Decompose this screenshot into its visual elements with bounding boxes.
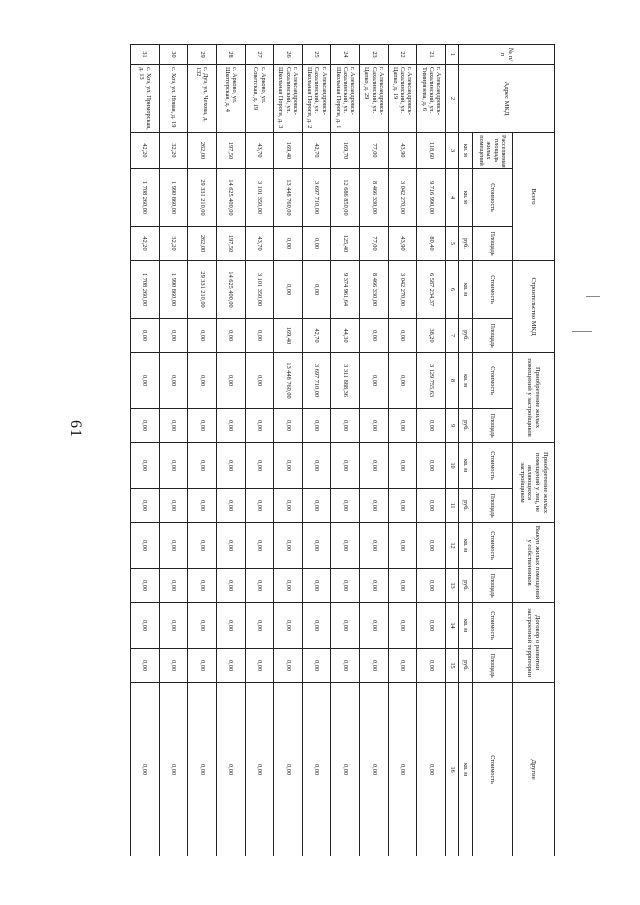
- header-purchase-non-developers: Приобретение жилых помещений у лиц, не являющихся застройщиком: [513, 443, 555, 523]
- value-cell: 29 331 210,00: [188, 261, 217, 319]
- unit-cell: кв. м: [459, 261, 473, 319]
- value-cell: 262,00: [188, 227, 217, 261]
- value-cell: 3 101 350,00: [245, 261, 274, 319]
- value-cell: 0,00: [388, 319, 417, 353]
- value-cell: 0,00: [360, 603, 389, 649]
- address-cell: г. Александровск-Сахалинский, ул. Школьная Пороги, д. 3: [274, 65, 303, 133]
- column-number-cell: 11: [446, 489, 459, 523]
- table-row: [217, 45, 246, 857]
- value-cell: 0,00: [217, 569, 246, 603]
- subheader-cost: Стоимость: [473, 261, 513, 319]
- value-cell: 0,00: [302, 489, 331, 523]
- value-cell: 0,00: [274, 261, 303, 319]
- value-cell: 0,00: [217, 443, 246, 489]
- value-cell: 3 697 710,00: [302, 353, 331, 409]
- value-cell: 0,00: [188, 603, 217, 649]
- subheader-area: Площадь: [473, 227, 513, 261]
- table-body: [131, 45, 446, 857]
- header-construction: Строительство МКД: [513, 261, 555, 353]
- value-cell: 0,00: [245, 683, 274, 856]
- value-cell: 0,00: [131, 489, 160, 523]
- value-cell: 0,00: [245, 603, 274, 649]
- subheader-cost: Стоимость: [473, 683, 513, 856]
- value-cell: 0,00: [388, 353, 417, 409]
- value-cell: 0,00: [188, 569, 217, 603]
- scan-mark: [572, 331, 592, 332]
- address-cell: г. Александровск-Сахалинский, ул. Цапко, д. 29: [360, 65, 389, 133]
- value-cell: 1 708 260,00: [131, 169, 160, 227]
- table-row: [302, 45, 331, 857]
- row-number-cell: 23: [360, 45, 389, 65]
- value-cell: 125,40: [331, 227, 360, 261]
- value-cell: 3 311 888,36: [331, 353, 360, 409]
- value-cell: 0,00: [331, 569, 360, 603]
- value-cell: 0,00: [131, 443, 160, 489]
- address-cell: г. Александровск-Сахалинский, ул. Тимирязева, д. 6: [417, 65, 446, 133]
- value-cell: 0,00: [417, 443, 446, 489]
- row-number-cell: 26: [274, 45, 303, 65]
- value-cell: 0,00: [159, 319, 188, 353]
- value-cell: 0,00: [131, 569, 160, 603]
- page-number: 61: [67, 420, 84, 438]
- value-cell: 0,00: [159, 569, 188, 603]
- address-cell: с. Арково, ул. Советская, д. 19: [245, 65, 274, 133]
- address-cell: с. Хоэ, ул. Приморская, д. 13: [131, 65, 160, 133]
- column-number-cell: 7: [446, 319, 459, 353]
- value-cell: 0,00: [302, 409, 331, 443]
- header-purchase-developers: Приобретение жилых помещений у застройщиков: [513, 353, 555, 443]
- value-cell: 8 466 330,00: [360, 261, 389, 319]
- column-number-cell: 15: [446, 649, 459, 683]
- column-number-cell: 5: [446, 227, 459, 261]
- value-cell: 0,00: [217, 603, 246, 649]
- value-cell: 1 990 860,00: [159, 261, 188, 319]
- value-cell: 0,00: [388, 683, 417, 856]
- value-cell: 0,00: [417, 603, 446, 649]
- column-number-cell: 4: [446, 169, 459, 227]
- value-cell: 0,00: [217, 683, 246, 856]
- subheader-cost: Стоимость: [473, 603, 513, 649]
- row-number-cell: 24: [331, 45, 360, 65]
- value-cell: 0,00: [388, 443, 417, 489]
- value-cell: 0,00: [331, 603, 360, 649]
- value-cell: 0,00: [360, 409, 389, 443]
- value-cell: 42,20: [131, 133, 160, 169]
- value-cell: 0,00: [274, 443, 303, 489]
- value-cell: 42,70: [302, 133, 331, 169]
- value-cell: 0,00: [360, 319, 389, 353]
- value-cell: 80,40: [417, 227, 446, 261]
- table-row: [188, 45, 217, 857]
- value-cell: 0,00: [302, 649, 331, 683]
- value-cell: 0,00: [360, 443, 389, 489]
- subheader-cost: Стоимость: [473, 353, 513, 409]
- value-cell: 0,00: [302, 683, 331, 856]
- value-cell: 13 448 760,00: [274, 353, 303, 409]
- table-row: [360, 45, 389, 857]
- value-cell: 3 697 710,00: [302, 169, 331, 227]
- row-number-cell: 31: [131, 45, 160, 65]
- subheader-area: Площадь: [473, 569, 513, 603]
- value-cell: 0,00: [217, 489, 246, 523]
- value-cell: 0,00: [388, 409, 417, 443]
- value-cell: 0,00: [245, 649, 274, 683]
- column-number-cell: 3: [446, 133, 459, 169]
- header-buyout: Выкуп жилых помещений у собственников: [513, 523, 555, 603]
- value-cell: 14 625 400,00: [217, 169, 246, 227]
- value-cell: 118,60: [417, 133, 446, 169]
- table-row: [131, 45, 160, 857]
- header-territory: Договор о развитии застроенной территории: [513, 603, 555, 683]
- unit-cell: руб.: [459, 409, 473, 443]
- value-cell: 0,00: [159, 523, 188, 569]
- value-cell: 0,00: [159, 603, 188, 649]
- unit-cell: кв. м: [459, 523, 473, 569]
- value-cell: 0,00: [131, 319, 160, 353]
- value-cell: 0,00: [217, 409, 246, 443]
- value-cell: 0,00: [159, 489, 188, 523]
- value-cell: 14 625 400,00: [217, 261, 246, 319]
- value-cell: 0,00: [360, 489, 389, 523]
- value-cell: 43,70: [245, 133, 274, 169]
- value-cell: 0,00: [245, 409, 274, 443]
- value-cell: 0,00: [159, 353, 188, 409]
- row-number-cell: 21: [417, 45, 446, 65]
- value-cell: 0,00: [159, 409, 188, 443]
- value-cell: 0,00: [188, 523, 217, 569]
- value-cell: 0,00: [331, 649, 360, 683]
- value-cell: 77,00: [360, 227, 389, 261]
- value-cell: 0,00: [331, 409, 360, 443]
- subheader-cost: Стоимость: [473, 443, 513, 489]
- address-cell: г. Александровск-Сахалинский, ул. Школьная Пороги, д. 1: [331, 65, 360, 133]
- value-cell: 169,70: [331, 133, 360, 169]
- row-number-cell: 25: [302, 45, 331, 65]
- value-cell: 0,00: [274, 227, 303, 261]
- value-cell: 0,00: [331, 523, 360, 569]
- column-number-cell: 8: [446, 353, 459, 409]
- value-cell: 0,00: [274, 489, 303, 523]
- value-cell: 3 042 270,00: [388, 169, 417, 227]
- unit-cell: кв. м: [459, 353, 473, 409]
- value-cell: 0,00: [131, 353, 160, 409]
- value-cell: 38,20: [417, 319, 446, 353]
- subheader-area: Площадь: [473, 319, 513, 353]
- value-cell: 0,00: [302, 603, 331, 649]
- value-cell: 0,00: [417, 489, 446, 523]
- value-cell: 0,00: [131, 683, 160, 856]
- table-row: [274, 45, 303, 857]
- unit-cell: руб.: [459, 489, 473, 523]
- value-cell: 0,00: [302, 227, 331, 261]
- address-cell: г. Александровск-Сахалинский, ул. Школьная Пороги, д. 2: [302, 65, 331, 133]
- unit-cell: руб.: [459, 319, 473, 353]
- value-cell: 0,00: [360, 523, 389, 569]
- scan-mark: [586, 296, 600, 297]
- value-cell: 0,00: [131, 409, 160, 443]
- subheader-area: Площадь: [473, 649, 513, 683]
- unit-cell: кв. м: [459, 603, 473, 649]
- column-number-cell: 6: [446, 261, 459, 319]
- value-cell: 0,00: [302, 523, 331, 569]
- value-cell: 42,20: [131, 227, 160, 261]
- value-cell: 0,00: [274, 569, 303, 603]
- value-cell: 0,00: [388, 523, 417, 569]
- rotated-table-wrapper: [130, 44, 555, 856]
- value-cell: 0,00: [360, 683, 389, 856]
- value-cell: 0,00: [302, 261, 331, 319]
- value-cell: 0,00: [188, 409, 217, 443]
- value-cell: 0,00: [360, 353, 389, 409]
- header-address: Адрес МКД: [459, 65, 555, 133]
- value-cell: 0,00: [217, 353, 246, 409]
- value-cell: 0,00: [331, 489, 360, 523]
- value-cell: 42,70: [302, 319, 331, 353]
- value-cell: 43,90: [388, 133, 417, 169]
- value-cell: 1 990 860,00: [159, 169, 188, 227]
- unit-cell: кв. м: [459, 133, 473, 169]
- value-cell: 0,00: [131, 649, 160, 683]
- row-number-cell: 30: [159, 45, 188, 65]
- table-row: [388, 45, 417, 857]
- value-cell: 0,00: [388, 649, 417, 683]
- value-cell: 0,00: [388, 569, 417, 603]
- value-cell: 13 448 760,00: [274, 169, 303, 227]
- value-cell: 197,50: [217, 133, 246, 169]
- value-cell: 0,00: [245, 443, 274, 489]
- row-number-cell: 27: [245, 45, 274, 65]
- unit-cell: руб.: [459, 227, 473, 261]
- value-cell: 0,00: [217, 523, 246, 569]
- value-cell: 43,90: [388, 227, 417, 261]
- value-cell: 0,00: [245, 523, 274, 569]
- table-row: [159, 45, 188, 857]
- value-cell: 0,00: [274, 409, 303, 443]
- value-cell: 12 686 850,00: [331, 169, 360, 227]
- address-cell: с. Дуэ, ул. Чехова, д. 132: [188, 65, 217, 133]
- value-cell: 0,00: [188, 353, 217, 409]
- resettlement-table: [130, 44, 555, 856]
- table-row: [245, 45, 274, 857]
- column-number-cell: 12: [446, 523, 459, 569]
- subheader-cost: Стоимость: [473, 523, 513, 569]
- column-number-cell: 9: [446, 409, 459, 443]
- column-number-cell: 14: [446, 603, 459, 649]
- value-cell: 0,00: [388, 603, 417, 649]
- value-cell: 0,00: [245, 353, 274, 409]
- value-cell: 0,00: [188, 489, 217, 523]
- value-cell: 0,00: [417, 683, 446, 856]
- subheader-area: Площадь: [473, 409, 513, 443]
- value-cell: 6 587 234,37: [417, 261, 446, 319]
- value-cell: 197,50: [217, 227, 246, 261]
- value-cell: 0,00: [417, 409, 446, 443]
- value-cell: 3 042 270,00: [388, 261, 417, 319]
- column-number-cell: 2: [446, 65, 459, 133]
- value-cell: 0,00: [302, 569, 331, 603]
- value-cell: 0,00: [159, 649, 188, 683]
- value-cell: 9 716 990,00: [417, 169, 446, 227]
- subheader-area: Площадь: [473, 489, 513, 523]
- value-cell: 0,00: [360, 649, 389, 683]
- value-cell: 3 129 755,63: [417, 353, 446, 409]
- value-cell: 0,00: [159, 443, 188, 489]
- value-cell: 0,00: [274, 649, 303, 683]
- value-cell: 0,00: [217, 649, 246, 683]
- value-cell: 0,00: [188, 683, 217, 856]
- value-cell: 0,00: [302, 443, 331, 489]
- address-cell: г. Александровск-Сахалинский, ул. Цапко, д. 19: [388, 65, 417, 133]
- column-number-row: [446, 45, 459, 857]
- value-cell: 9 374 961,64: [331, 261, 360, 319]
- value-cell: 0,00: [331, 443, 360, 489]
- unit-cell: кв. м: [459, 443, 473, 489]
- value-cell: 0,00: [245, 319, 274, 353]
- value-cell: 169,40: [274, 319, 303, 353]
- value-cell: 0,00: [188, 443, 217, 489]
- unit-cell: руб.: [459, 569, 473, 603]
- address-cell: с. Хоэ, ул. Новая, д. 19: [159, 65, 188, 133]
- unit-row: [459, 45, 473, 857]
- value-cell: 169,40: [274, 133, 303, 169]
- value-cell: 0,00: [131, 603, 160, 649]
- value-cell: 77,00: [360, 133, 389, 169]
- value-cell: 0,00: [245, 489, 274, 523]
- value-cell: 1 708 260,00: [131, 261, 160, 319]
- row-number-cell: 29: [188, 45, 217, 65]
- value-cell: 0,00: [331, 683, 360, 856]
- value-cell: 0,00: [417, 523, 446, 569]
- unit-cell: кв. м: [459, 169, 473, 227]
- column-number-cell: 13: [446, 569, 459, 603]
- value-cell: 3 101 350,00: [245, 169, 274, 227]
- row-number-cell: 28: [217, 45, 246, 65]
- value-cell: 8 466 330,00: [360, 169, 389, 227]
- value-cell: 0,00: [245, 569, 274, 603]
- value-cell: 32,20: [159, 133, 188, 169]
- column-number-cell: 10: [446, 443, 459, 489]
- value-cell: 0,00: [274, 603, 303, 649]
- value-cell: 43,70: [245, 227, 274, 261]
- value-cell: 44,30: [331, 319, 360, 353]
- value-cell: 29 331 210,00: [188, 169, 217, 227]
- value-cell: 0,00: [217, 319, 246, 353]
- value-cell: 0,00: [188, 319, 217, 353]
- row-number-cell: 22: [388, 45, 417, 65]
- subheader-area-resettled: Расселяемая площадь жилых помещений: [473, 133, 513, 169]
- table-row: [417, 45, 446, 857]
- column-number-cell: 1: [446, 45, 459, 65]
- table-row: [331, 45, 360, 857]
- value-cell: 0,00: [131, 523, 160, 569]
- value-cell: 0,00: [417, 649, 446, 683]
- value-cell: 0,00: [159, 683, 188, 856]
- header-num: № п/п: [459, 45, 555, 65]
- value-cell: 0,00: [274, 683, 303, 856]
- value-cell: 32,20: [159, 227, 188, 261]
- value-cell: 0,00: [274, 523, 303, 569]
- unit-cell: руб.: [459, 649, 473, 683]
- subheader-cost: Стоимость: [473, 169, 513, 227]
- value-cell: 0,00: [360, 569, 389, 603]
- header-total: Всего: [513, 133, 555, 261]
- address-cell: с. Арково, ул. Шкотерская, д. 4: [217, 65, 246, 133]
- value-cell: 262,00: [188, 133, 217, 169]
- value-cell: 0,00: [388, 489, 417, 523]
- resettlement-table-sheet: [130, 44, 555, 856]
- header-other: Другие: [513, 683, 555, 856]
- value-cell: 0,00: [188, 649, 217, 683]
- column-number-cell: 16: [446, 683, 459, 856]
- unit-cell: кв. м: [459, 683, 473, 856]
- value-cell: 0,00: [417, 569, 446, 603]
